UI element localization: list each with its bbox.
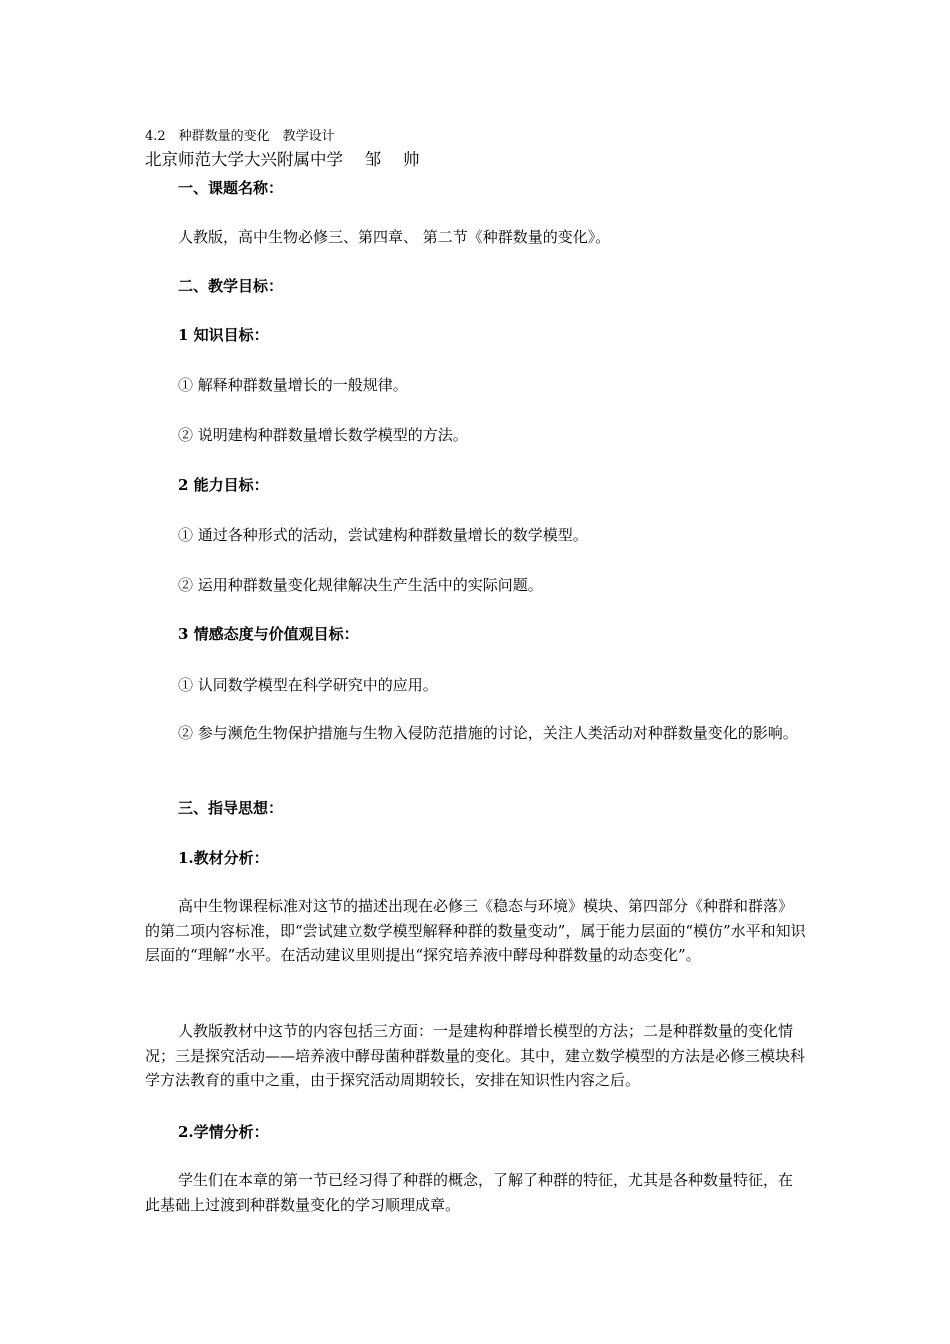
heading-ability-goals: 2 能力目标： [178,476,269,494]
topic-text: 人教版，高中生物必修三、第四章、 第二节《种群数量的变化》。 [178,228,611,246]
attitude-goal-2: ② 参与濒危生物保护措施与生物入侵防范措施的讨论，关注人类活动对种群数量变化的影响。 [178,724,798,742]
doc-subtitle: 4.2 种群数量的变化 教学设计 [145,129,335,144]
textbook-analysis-para-2: 人教版教材中这节的内容包括三方面：一是建构种群增长模型的方法；二是种群数量的变化情况；三是探究活动——培养液中酵母菌种群数量的变化。其中，建立数学模型的方法是必修三模块科学方法教育的重中之重，由于探究活动周期较长，安排在知识性内容之后。 [145,1022,806,1090]
knowledge-goal-1: ① 解释种群数量增长的一般规律。 [178,376,408,394]
heading-guiding-ideas: 三、指导思想： [178,799,284,817]
ability-goal-2: ② 运用种群数量变化规律解决生产生活中的实际问题。 [178,576,543,594]
ability-goal-1: ① 通过各种形式的活动，尝试建构种群数量增长的数学模型。 [178,526,588,544]
attitude-goal-1: ① 认同数学模型在科学研究中的应用。 [178,676,438,694]
textbook-analysis-para-1: 高中生物课程标准对这节的描述出现在必修三《稳态与环境》模块、第四部分《种群和群落》的第二项内容标准，即“尝试建立数学模型解释种群的数量变动”，属于能力层面的“模仿”水平和知识层面的“理解”水平。在活动建议里则提出“探究培养液中酵母种群数量的动态变化”。 [145,897,806,965]
knowledge-goal-2: ② 说明建构种群数量增长数学模型的方法。 [178,426,468,444]
doc-author: 北京师范大学大兴附属中学 邹 帅 [145,150,420,169]
heading-attitude-goals: 3 情感态度与价值观目标： [178,625,359,643]
student-analysis-para: 学生们在本章的第一节已经习得了种群的概念，了解了种群的特征，尤其是各种数量特征，在此基础上过渡到种群数量变化的学习顺理成章。 [145,1171,794,1214]
heading-student-analysis: 2.学情分析： [178,1123,269,1141]
heading-textbook-analysis: 1.教材分析： [178,849,269,867]
heading-topic: 一、课题名称： [178,179,284,197]
heading-knowledge-goals: 1 知识目标： [178,326,269,344]
heading-goals: 二、教学目标： [178,277,284,295]
